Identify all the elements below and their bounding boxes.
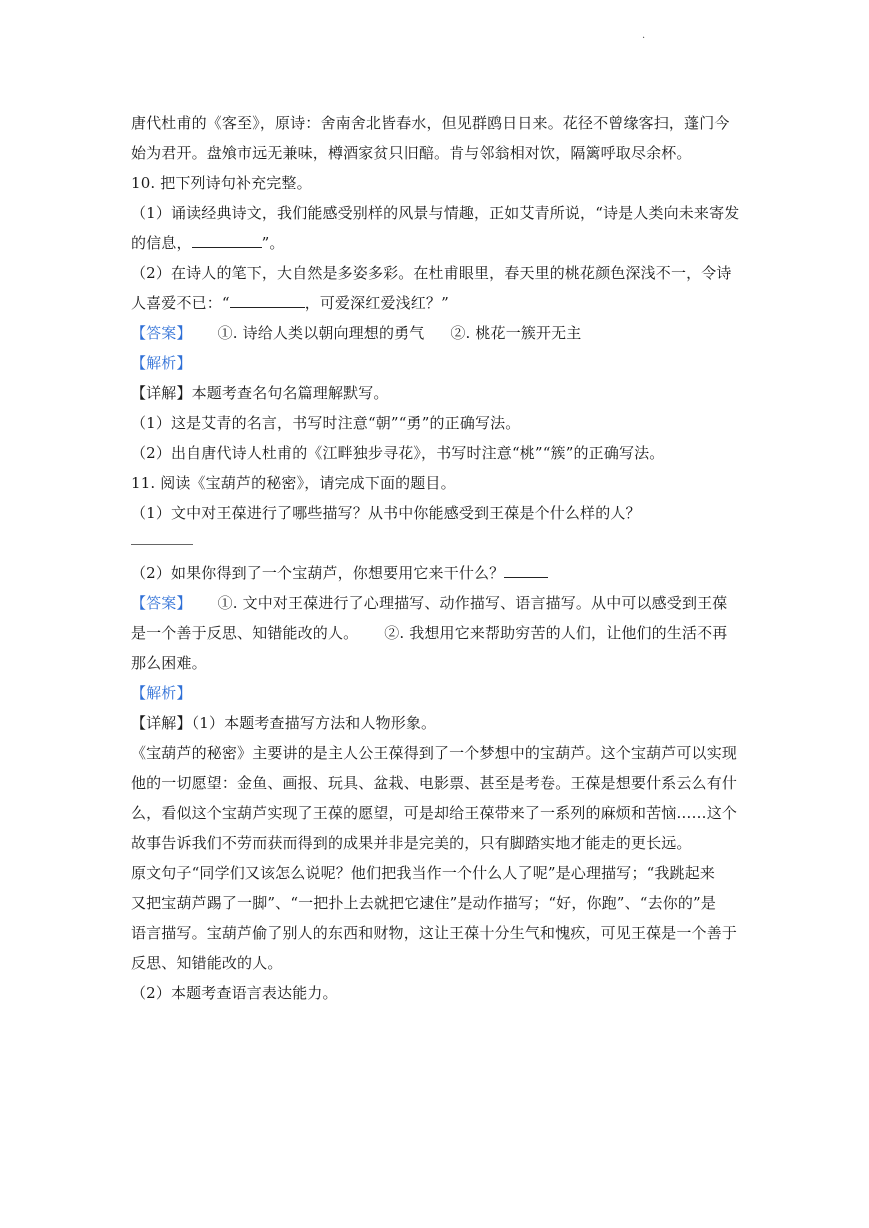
detail-11: 【详解】（1）本题考查描写方法和人物形象。 [131,714,437,732]
question-10-part-1-blank-line [131,228,741,258]
paragraph-line: 故事告诉我们不劳而获而得到的成果并非是完美的，只有脚踏实地才能走的更长远。 [131,834,692,852]
question-10-title: 10. 把下列诗句补充完整。 [131,174,312,192]
document-body [131,108,741,1008]
paragraph-line: 反思、知错能改的人。 [131,954,283,972]
text-segment: ，可爱深红爱浅红？” [304,294,449,312]
fill-blank [192,233,262,248]
question-10-part-2: （2）在诗人的笔下，大自然是多姿多彩。在杜甫眼里，春天里的桃花颜色深浅不一，令诗 [131,264,732,282]
question-11-title: 11. 阅读《宝葫芦的秘密》，请完成下面的题目。 [131,474,456,492]
answer-10 [131,318,741,348]
detail-10-part-1: （1）这是艾青的名言，书写时注意“朝”“勇”的正确写法。 [131,414,521,432]
answer-11-continued: 那么困难。 [131,654,207,672]
answer-tag: 【答案】 [131,324,192,342]
paragraph-line: 原文句子“同学们又该怎么说呢？他们把我当作一个什么人了呢”是心理描写；“我跳起来 [131,864,716,882]
answer-item: ①. 文中对王葆进行了心理描写、动作描写、语言描写。从中可以感受到王葆 [217,594,728,612]
detail-10-part-2: （2）出自唐代诗人杜甫的《江畔独步寻花》，书写时注意“桃”“簇”的正确写法。 [131,444,665,462]
text-line: 始为君开。盘飧市远无兼味，樽酒家贫只旧醅。肯与邻翁相对饮，隔篱呼取尽余杯。 [131,144,692,162]
text-segment: 的信息， [131,234,192,252]
analysis-tag: 【解析】 [131,684,192,702]
detail-11-part-2: （2）本题考查语言表达能力。 [131,984,338,1002]
answer-tag: 【答案】 [131,594,192,612]
question-10-part-2-blank-line [131,288,741,318]
text-segment: ”。 [261,234,285,252]
text-line: 唐代杜甫的《客至》，原诗：舍南舍北皆春水，但见群鸥日日来。花径不曾缘客扫，蓬门今 [131,114,730,132]
paragraph-line: 么，看似这个宝葫芦实现了王葆的愿望，可是却给王葆带来了一系列的麻烦和苦恼……这个 [131,804,738,822]
answer-item: 是一个善于反思、知错能改的人。 [131,624,359,642]
answer-11-continued [131,618,741,648]
paragraph-line: 《宝葫芦的秘密》主要讲的是主人公王葆得到了一个梦想中的宝葫芦。这个宝葫芦可以实现 [131,744,738,762]
question-10-part-1: （1）诵读经典诗文，我们能感受别样的风景与情趣，正如艾青所说，“诗是人类向未来寄发 [131,204,740,222]
paragraph-line: 他的一切愿望：金鱼、画报、玩具、盆栽、电影票、甚至是考卷。王葆是想要什系云么有什 [131,774,738,792]
fill-blank [504,563,548,578]
answer-11 [131,588,741,618]
fill-blank [230,293,305,308]
question-11-part-1: （1）文中对王葆进行了哪些描写？从书中你能感受到王葆是个什么样的人？ [131,504,641,522]
analysis-11 [131,678,741,708]
paragraph-line: 又把宝葫芦踢了一脚”、“一把扑上去就把它逮住”是动作描写；“好，你跑”、“去你的”是 [131,894,716,912]
analysis-tag: 【解析】 [131,354,192,372]
answer-blank-line [131,528,193,558]
page-mark: · [642,33,646,44]
answer-item: ②. 我想用它来帮助穷苦的人们，让他们的生活不再 [384,624,728,642]
text-segment: （2）如果你得到了一个宝葫芦，你想要用它来干什么？ [131,564,505,582]
answer-item: ②. 桃花一簇开无主 [450,324,582,342]
question-11-part-2 [131,558,741,588]
analysis-10 [131,348,741,378]
detail-10: 【详解】本题考查名句名篇理解默写。 [131,384,389,402]
text-segment: 人喜爱不已：“ [131,294,230,312]
paragraph-line: 语言描写。宝葫芦偷了别人的东西和财物，这让王葆十分生气和愧疚，可见王葆是一个善于 [131,924,738,942]
answer-item: ①. 诗给人类以朝向理想的勇气 [217,324,425,342]
